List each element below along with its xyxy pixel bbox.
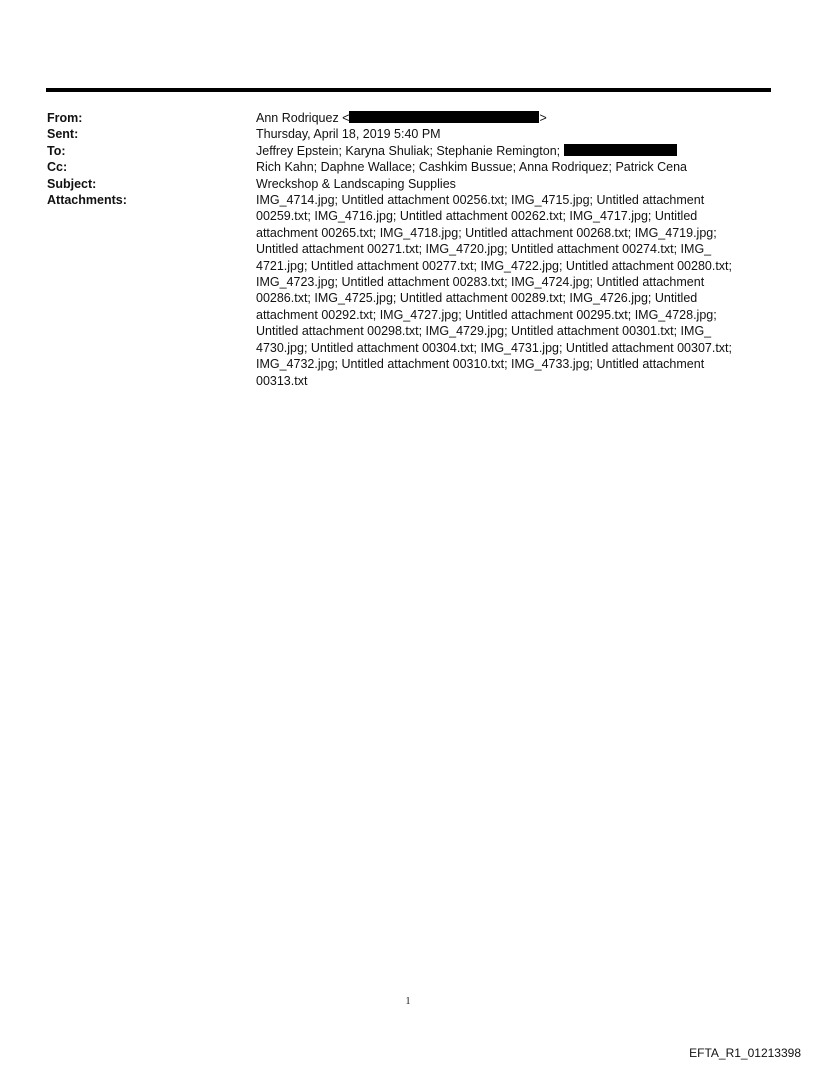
from-value — [256, 110, 767, 126]
subject-row — [47, 176, 767, 192]
page-number: 1 — [405, 996, 411, 1007]
cc-row — [47, 159, 767, 175]
attachment-line: IMG_4723.jpg; Untitled attachment 00283.txt; IMG_4724.jpg; Untitled attachment — [256, 275, 705, 290]
attachments-row — [47, 192, 767, 389]
attachment-line: 00313.txt — [256, 373, 308, 388]
attachment-line: Untitled attachment 00271.txt; IMG_4720.jpg; Untitled attachment 00274.txt; IMG_ — [256, 242, 712, 257]
redaction-box — [349, 111, 539, 123]
attachment-line: IMG_4714.jpg; Untitled attachment 00256.txt; IMG_4715.jpg; Untitled attachment — [256, 193, 705, 208]
attachment-line: 4730.jpg; Untitled attachment 00304.txt; IMG_4731.jpg; Untitled attachment 00307.txt; — [256, 340, 732, 355]
to-label: To: — [47, 143, 66, 158]
redaction-box — [564, 144, 677, 156]
subject-label: Subject: — [47, 176, 97, 191]
attachment-line: Untitled attachment 00298.txt; IMG_4729.jpg; Untitled attachment 00301.txt; IMG_ — [256, 324, 712, 339]
sent-row — [47, 126, 767, 142]
from-row — [47, 110, 767, 126]
to-value — [256, 143, 767, 159]
attachments-value — [256, 192, 767, 389]
sent-value: Thursday, April 18, 2019 5:40 PM — [256, 127, 441, 142]
attachments-label: Attachments: — [47, 193, 127, 208]
document-id: EFTA_R1_01213398 — [689, 1046, 801, 1060]
attachment-line: 00286.txt; IMG_4725.jpg; Untitled attachment 00289.txt; IMG_4726.jpg; Untitled — [256, 291, 698, 306]
attachment-line: 00259.txt; IMG_4716.jpg; Untitled attachment 00262.txt; IMG_4717.jpg; Untitled — [256, 209, 698, 224]
from-label: From: — [47, 111, 83, 125]
attachment-line: attachment 00292.txt; IMG_4727.jpg; Untitled attachment 00295.txt; IMG_4728.jpg; — [256, 307, 717, 322]
subject-value: Wreckshop & Landscaping Supplies — [256, 176, 456, 191]
from-name: Ann Rodriquez < — [256, 111, 350, 125]
attachment-line: attachment 00265.txt; IMG_4718.jpg; Untitled attachment 00268.txt; IMG_4719.jpg; — [256, 225, 717, 240]
header-divider — [46, 88, 771, 92]
cc-value: Rich Kahn; Daphne Wallace; Cashkim Bussue; Anna Rodriquez; Patrick Cena — [256, 160, 688, 175]
cc-label: Cc: — [47, 160, 68, 175]
to-recipients: Jeffrey Epstein; Karyna Shuliak; Stephanie Remington; — [256, 143, 561, 158]
attachment-line: IMG_4732.jpg; Untitled attachment 00310.txt; IMG_4733.jpg; Untitled attachment — [256, 357, 705, 372]
from-close: > — [539, 111, 547, 125]
email-header — [47, 110, 767, 389]
attachment-line: 4721.jpg; Untitled attachment 00277.txt; IMG_4722.jpg; Untitled attachment 00280.txt; — [256, 258, 732, 273]
to-row — [47, 143, 767, 159]
sent-label: Sent: — [47, 127, 79, 142]
